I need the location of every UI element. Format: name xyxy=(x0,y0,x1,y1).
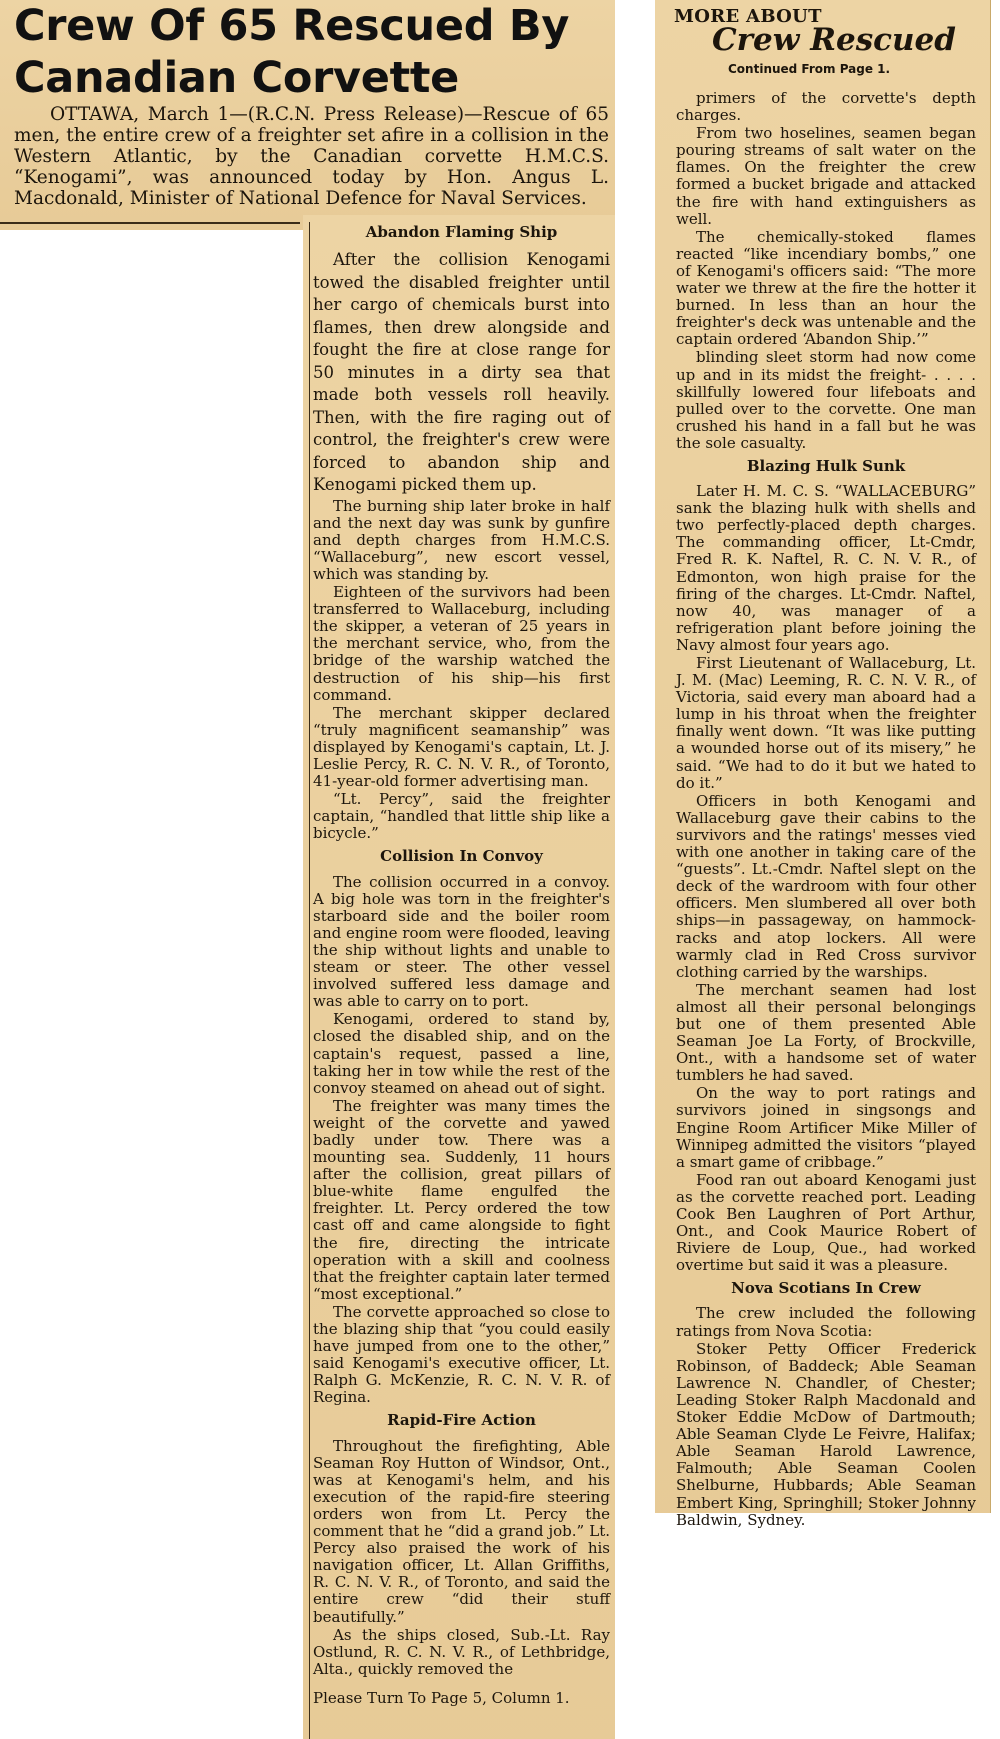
paragraph: From two hoselines, seamen began pouring streams of salt water on the flames. On the freighter the crew formed a bucket brigade and attacked the fire with hand extinguishers as well. xyxy=(676,124,976,228)
more-about-label: MORE ABOUT xyxy=(674,6,822,27)
paragraph: On the way to port ratings and survivors joined in singsongs and Engine Room Artificer Mike Miller of Winnipeg admitted the visitors “played a smart game of cribbage.” xyxy=(676,1084,976,1171)
jump-line: Please Turn To Page 5, Column 1. xyxy=(313,1688,570,1707)
continued-from-label: Continued From Page 1. xyxy=(728,62,891,76)
paragraph: Kenogami, ordered to stand by, closed the disabled ship, and on the captain's request, passed a line, taking her in tow while the rest of the convoy steamed on ahead out of sight. xyxy=(313,1010,610,1097)
column-rule xyxy=(309,222,310,1739)
paragraph: Eighteen of the survivors had been transferred to Wallaceburg, including the skipper, a veteran of 25 years in the merchant service, who, from the bridge of the warship watched the destruction of his ship—his first command. xyxy=(313,583,610,704)
paragraph: The merchant skipper declared “truly magnificent seamanship” was displayed by Kenogami's captain, Lt. J. Leslie Percy, R. C. N. V. R., of Toronto, 41-year-old former advertising man. xyxy=(313,703,610,791)
paragraph: The burning ship later broke in half and the next day was sunk by gunfire and depth charges from H.M.C.S. “Wallaceburg”, new escort vessel, which was standing by. xyxy=(313,496,610,583)
paragraph: Officers in both Kenogami and Wallaceburg gave their cabins to the survivors and the ratings' messes vied with one another in taking care of the “guests”. Lt.-Cmdr. Naftel slept on the deck of the wardroom with four other officers. Men slumbered all over both ships—in passageway, on hammock-racks and atop lockers. All were warmly clad in Red Cross survivor clothing carried by the warships. xyxy=(676,791,976,981)
subhead-nova-scotians-in-crew: Nova Scotians In Crew xyxy=(731,1279,921,1298)
lead-paragraph: OTTAWA, March 1—(R.C.N. Press Release)—Rescue of 65 men, the entire crew of a freighter set afire in a collision in the Western Atlantic, by the Canadian corvette H.M.C.S. “Kenogami”, was announced today by Hon. Angus L. Macdonald, Minister of National Defence for Naval Services. xyxy=(14,104,609,209)
paragraph: As the ships closed, Sub.-Lt. Ray Ostlund, R. C. N. V. R., of Lethbridge, Alta., quickly removed the xyxy=(313,1625,610,1678)
paragraph: The merchant seamen had lost almost all their personal belongings but one of them presented Able Seaman Joe La Forty, of Brockville, Ont., with a handsome set of water tumblers he had saved. xyxy=(676,980,976,1085)
article-headline: Crew Of 65 Rescued By Canadian Corvette xyxy=(14,1,570,103)
paragraph: Throughout the firefighting, Able Seaman Roy Hutton of Windsor, Ont., was at Kenogami's helm, and his execution of the rapid-fire steering orders won from Lt. Percy the comment that he “did a grand job.” Lt. Percy also praised the work of his navigation officer, Lt. Allan Griffiths, R. C. N. V. R., of Toronto, and said the entire crew “did their stuff beautifully.” xyxy=(313,1436,610,1626)
paragraph: primers of the corvette's depth charges. xyxy=(676,89,976,125)
subhead-abandon-flaming-ship: Abandon Flaming Ship xyxy=(365,223,558,241)
continuation-title: Crew Rescued xyxy=(712,22,956,58)
paragraph: Food ran out aboard Kenogami just as the corvette reached port. Leading Cook Ben Laughren of Port Arthur, Ont., and Cook Maurice Robert of Riviere de Loup, Que., had worked overtime but said it was a pleasure. xyxy=(676,1170,976,1275)
paragraph: Later H. M. C. S. “WALLACEBURG” sank the blazing hulk with shells and two perfectly-placed depth charges. The commanding officer, Lt-Cmdr, Fred R. K. Naftel, R. C. N. V. R., of Edmonton, won high praise for the firing of the charges. Lt-Cmdr. Naftel, now 40, was manager of a refrigeration plant before joining the Navy almost four years ago. xyxy=(676,482,976,654)
lead-underline xyxy=(0,222,300,224)
right-column xyxy=(676,90,976,1530)
paragraph: The freighter was many times the weight of the corvette and yawed badly under tow. There was a mounting sea. Suddenly, 11 hours after the collision, great pillars of blue-white flame engulfed the freighter. Lt. Percy ordered the tow cast off and came alongside to fight the fire, directing the intricate operation with a skill and coolness that the freighter captain later termed “most exceptional.” xyxy=(313,1096,610,1303)
paragraph: Stoker Petty Officer Frederick Robinson, of Baddeck; Able Seaman Lawrence N. Chandler, of Chester; Leading Stoker Ralph Macdonald and Stoker Eddie McDow of Dartmouth; Able Seaman Clyde Le Feivre, Halifax; Able Seaman Harold Lawrence, Falmouth; Able Seaman Coolen Shelburne, Hubbards; Able Seaman Embert King, Springhill; Stoker Johnny Baldwin, Sydney. xyxy=(676,1339,976,1529)
left-column xyxy=(313,218,610,1708)
subhead-collision-in-convoy: Collision In Convoy xyxy=(380,847,543,866)
paragraph: blinding sleet storm had now come up and in its midst the freight- . . . . skillfully lowered four lifeboats and pulled over to the corvette. One man crushed his hand in a fall but he was the sole casualty. xyxy=(676,348,976,452)
paragraph: First Lieutenant of Wallaceburg, Lt. J. M. (Mac) Leeming, R. C. N. V. R., of Victoria, said every man aboard had a lump in his throat when the freighter finally went down. “It was like putting a wounded horse out of its misery,” he said. “We had to do it but we hated to do it.” xyxy=(676,654,976,792)
subhead-rapid-fire-action: Rapid-Fire Action xyxy=(387,1411,536,1430)
paragraph: The chemically-stoked flames reacted “like incendiary bombs,” one of Kenogami's officers said: “The more water we threw at the fire the hotter it burned. In less than an hour the freighter's deck was untenable and the captain ordered ‘Abandon Ship.’” xyxy=(676,227,976,349)
paragraph: The corvette approached so close to the blazing ship that “you could easily have jumped from one to the other,” said Kenogami's executive officer, Lt. Ralph G. McKenzie, R. C. N. V. R. of Regina. xyxy=(313,1302,610,1407)
paragraph: The crew included the following ratings from Nova Scotia: xyxy=(676,1304,976,1340)
paragraph: “Lt. Percy”, said the freighter captain, “handled that little ship like a bicycle.” xyxy=(313,790,610,843)
subhead-blazing-hulk-sunk: Blazing Hulk Sunk xyxy=(746,456,906,475)
paragraph: The collision occurred in a convoy. A big hole was torn in the freighter's starboard side and the boiler room and engine room were flooded, leaving the ship without lights and unable to steam or steer. The other vessel involved suffered less damage and was able to carry on to port. xyxy=(313,872,610,1011)
paragraph: After the collision Kenogami towed the disabled freighter until her cargo of chemicals burst into flames, then drew alongside and fought the fire at close range for 50 minutes in a dirty sea that made both vessels roll heavily. Then, with the fire raging out of control, the freighter's crew were forced to abandon ship and Kenogami picked them up. xyxy=(313,250,610,495)
